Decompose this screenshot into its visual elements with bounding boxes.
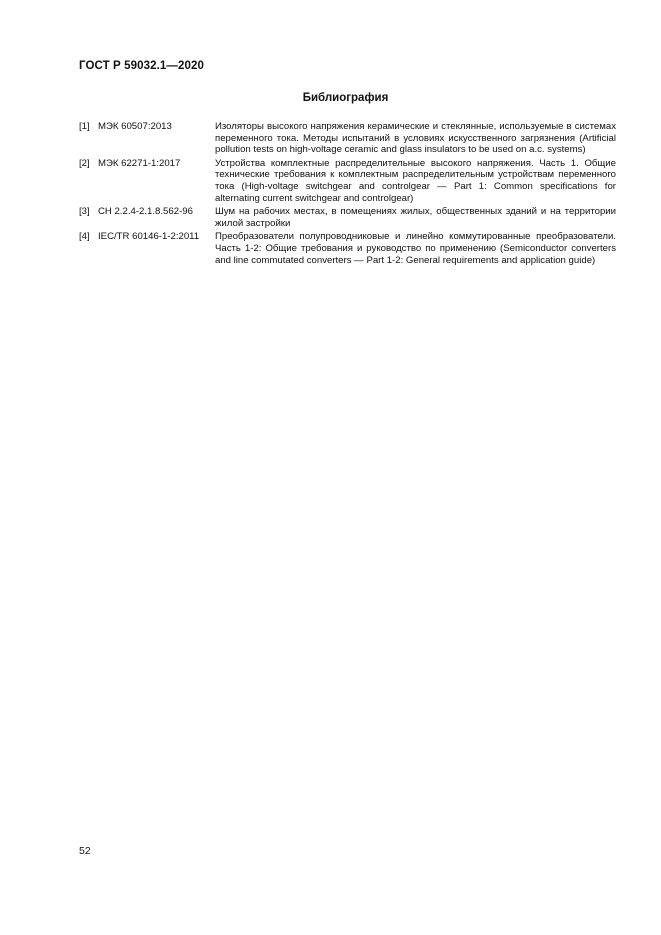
section-title: Библиография (302, 92, 389, 104)
entry-number: [2] (79, 157, 90, 169)
entry-description: Устройства комплектные распределительные высокого напряжения. Часть 1. Общие технические требования к комплектным распределительным устройствам переменного тока (High-voltage switchgear and controlgear — Part 1: Common specifications for alternating current switchgear and controlgear) (215, 157, 616, 204)
bibliography-entry (79, 121, 616, 156)
entry-number: [4] (79, 231, 90, 243)
entry-reference: МЭК 62271-1:2017 (98, 157, 181, 169)
entry-reference: IEC/TR 60146-1-2:2011 (98, 231, 200, 243)
document-header: ГОСТ Р 59032.1—2020 (79, 60, 204, 72)
bibliography-entry (79, 231, 616, 266)
entry-reference: СН 2.2.4-2.1.8.562-96 (98, 206, 193, 218)
entry-number: [1] (79, 121, 90, 132)
entry-description: Преобразователи полупроводниковые и линейно коммутированные преобразователи. Часть 1-2: Общие требования и руководство по применению (Semiconductor converters and line commutated converters — Part 1-2: General requirements and application guide) (215, 231, 616, 266)
entry-description: Изоляторы высокого напряжения керамические и стеклянные, используемые в системах переменного тока. Методы испытаний в условиях искусственного загрязнения (Artificial pollution tests on high-voltage ceramic and glass insulators to be used on a.c. systems) (215, 121, 616, 156)
bibliography-entry (79, 206, 616, 229)
bibliography-list (79, 121, 616, 268)
bibliography-entry (79, 158, 616, 204)
page-number: 52 (79, 845, 91, 857)
entry-reference: МЭК 60507:2013 (98, 121, 172, 132)
entry-description: Шум на рабочих местах, в помещениях жилых, общественных зданий и на территории жилой застройки (215, 206, 616, 229)
entry-number: [3] (79, 206, 90, 218)
